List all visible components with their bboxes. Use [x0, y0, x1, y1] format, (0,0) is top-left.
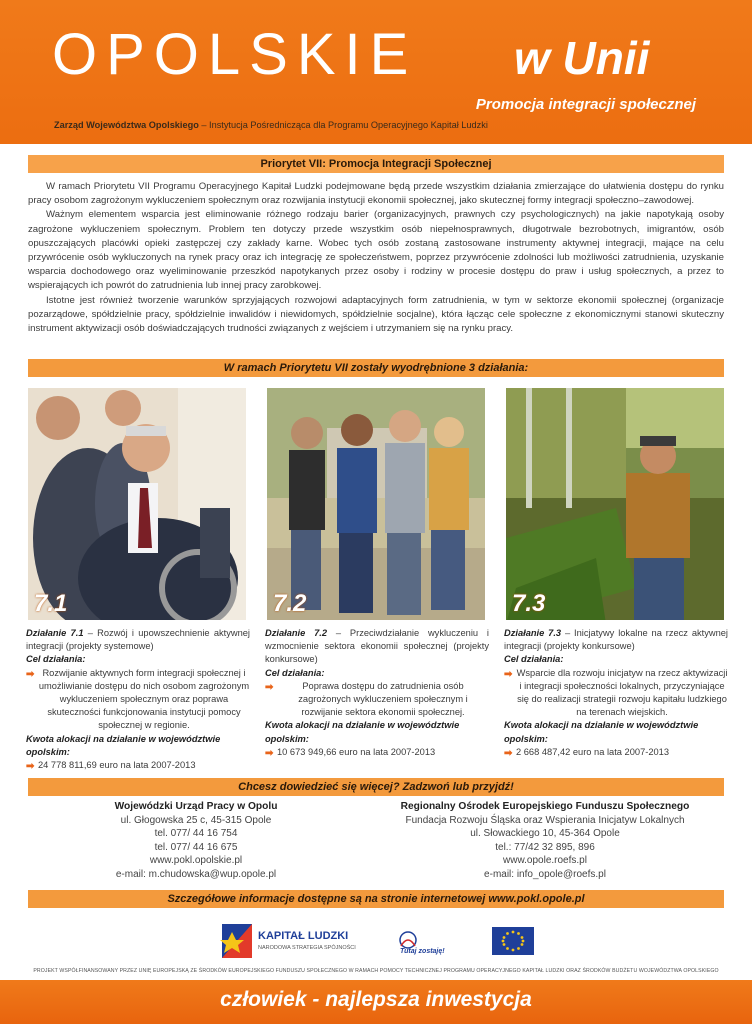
goal-text: Poprawa dostępu do zatrudnienia osób zagrożonych wykluczeniem społecznym i rozwijanie sektora ekonomii społecznej.: [298, 680, 468, 718]
goal-title: Cel działania:: [265, 667, 325, 678]
kapital-ludzki-subtitle: NARODOWA STRATEGIA SPÓJNOŚCI: [258, 945, 356, 951]
allocation-text: 10 673 949,66 euro na lata 2007-2013: [277, 746, 436, 757]
allocation-title: Kwota alokacji na działanie w województwie opolskim:: [504, 720, 699, 744]
kapital-ludzki-title: KAPITAŁ LUDZKI: [258, 930, 349, 942]
contact-organization: Fundacja Rozwoju Śląska oraz Wspierania Inicjatyw Lokalnych: [405, 814, 685, 826]
contact-heading: Chcesz dowiedzieć się więcej? Zadzwoń lub przyjdź!: [238, 781, 514, 793]
header-divider: [0, 144, 752, 148]
action-desc: – Przeciwdziałanie wykluczeniu i wzmocnienie sektora ekonomii społecznej (projekty konkursowe): [265, 628, 489, 665]
title-subtitle: Promocja integracji społecznej: [475, 96, 696, 113]
contact-heading-bar: [28, 778, 724, 796]
action-desc: – Rozwój i upowszechnienie aktywnej integracji (projekty systemowe): [26, 628, 250, 652]
cofinancing-fine-print: PROJEKT WSPÓŁFINANSOWANY PRZEZ UNIĘ EUROPEJSKĄ ZE ŚRODKÓW EUROPEJSKIEGO FUNDUSZU SPOŁECZNEGO W RAMACH POMOCY TECHNICZNEJ PROGRAMU OPERACYJNEGO KAPITAŁ LUDZKI ORAZ ŚRODKÓW BUDŻETU WOJEWÓDZTWA OPOLSKIEGO: [33, 968, 719, 974]
action-desc: – Inicjatywy lokalne na rzecz aktywnej integracji (projekty konkursowe): [504, 628, 729, 652]
arrow-right-icon: ➡: [265, 681, 274, 693]
photo-action-7-2: [265, 386, 487, 622]
allocation-title: Kwota alokacji na działanie w województwie opolskim:: [265, 720, 460, 744]
kapital-ludzki-logo: [220, 924, 252, 958]
tutaj-zostaje-text: Tutaj zostaję!: [400, 948, 445, 955]
action-number-7-1: 7.1: [34, 590, 68, 617]
allocation-item: [265, 746, 489, 759]
goal-title: Cel działania:: [26, 654, 86, 665]
logo-row: [0, 918, 752, 968]
details-text: Szczegółowe informacje dostępne są na stronie internetowej www.pokl.opole.pl: [167, 893, 585, 905]
title-opolskie: OPOLSKIE: [52, 22, 418, 87]
photo-farmer-harvester: [506, 388, 726, 622]
org-role: – Instytucja Pośrednicząca dla Programu Operacyjnego Kapitał Ludzki: [198, 120, 488, 130]
arrow-right-icon: ➡: [504, 668, 513, 680]
contact-title: Wojewódzki Urząd Pracy w Opolu: [114, 801, 278, 812]
arrow-right-icon: ➡: [265, 747, 274, 759]
action-column-7-3: [504, 627, 728, 759]
contact-address: ul. Głogowska 25 c, 45-315 Opole: [120, 814, 272, 826]
contact-title: Regionalny Ośrodek Europejskiego Funduszu Społecznego: [400, 801, 690, 812]
contact-email-link[interactable]: e-mail: m.chudowska@wup.opole.pl: [115, 868, 277, 880]
eu-flag-logo: [492, 927, 534, 955]
action-column-7-2: [265, 627, 489, 759]
priority-heading-bar: [28, 155, 724, 173]
allocation-text: 2 668 487,42 euro na lata 2007-2013: [516, 746, 670, 757]
footer-banner: [0, 980, 752, 1024]
contact-website-link[interactable]: www.opole.roefs.pl: [503, 855, 587, 867]
photo-action-7-1: [26, 386, 248, 622]
contact-block-roefs: [380, 800, 710, 882]
goal-text: Rozwijanie aktywnych form integracji społecznej i umożliwianie dostępu do nich osobom zagrożonym wykluczeniem społecznym oraz poprawa skuteczności funkcjonowania instytucji pomocy społecznej w regionie.: [38, 667, 250, 731]
action-label: Działanie 7.1: [26, 628, 84, 638]
priority-paragraph-1: W ramach Priorytetu VII Programu Operacyjnego Kapitał Ludzki podejmowane będą przede wszystkim działania zmierzające do ułatwienia dostępu do rynku pracy osobom zagrożonym wykluczeniem społecznym oraz rozwijania instytucji ekonomii społecznej, jako skutecznej formy integracji społeczno–zawodowej.: [28, 181, 724, 207]
contact-block-wup: [46, 800, 346, 882]
action-description: [26, 627, 250, 653]
action-number-7-3: 7.3: [512, 590, 546, 617]
contact-phone: tel.: 77/42 32 895, 896: [495, 841, 595, 853]
contact-phone: tel. 077/ 44 16 754: [154, 828, 238, 840]
allocation-title: Kwota alokacji na działanie w województwie opolskim:: [26, 733, 221, 757]
arrow-right-icon: ➡: [26, 668, 35, 680]
allocation-item: [26, 759, 250, 772]
goal-item: [504, 667, 728, 720]
actions-heading: W ramach Priorytetu VII zostały wyodrębnione 3 działania:: [223, 362, 529, 374]
tutaj-zostaje-logo: [400, 932, 416, 948]
photo-action-7-3: [504, 386, 726, 622]
contact-email-link[interactable]: e-mail: info_opole@roefs.pl: [484, 868, 606, 880]
action-description: [265, 627, 489, 667]
goal-item: [265, 680, 489, 720]
action-description: [504, 627, 728, 653]
actions-heading-bar: [28, 359, 724, 377]
arrow-right-icon: ➡: [26, 761, 35, 773]
allocation-item: [504, 746, 728, 759]
action-label: Działanie 7.3: [504, 628, 562, 638]
contact-phone: tel. 077/ 44 16 675: [154, 841, 238, 853]
priority-heading: Priorytet VII: Promocja Integracji Społecznej: [260, 158, 492, 170]
priority-paragraph-2: Ważnym elementem wsparcia jest eliminowanie różnego rodzaju barier (organizacyjnych, prawnych czy psychologicznych) na jakie napotykają osoby zagrożone wykluczeniem społecznym. Problem ten dotyczy przede wszystkim osób niepełnosprawnych, długotrwale bezrobotnych, imigrantów, osób opuszczających placówki opieki zastępczej czy zakłady karne. Wobec tych osób zostaną zastosowane instrumenty aktywnej integracji, mające na celu przywrócenie osób wykluczonych na rynek pracy oraz ich integrację ze społeczeństwem, poprzez przywrócenie zdolności lub możliwości zatrudnienia, uzyskanie wsparcia dochodowego oraz wyeliminowanie przeszkód napotykanych przez osoby i rodziny w procesie dostępu do praw i usług społecznych, a przez to wspierających ich powrót do zatrudnienia lub innej pracy zarobkowej.: [28, 209, 724, 292]
goal-text: Wsparcie dla rozwoju inicjatyw na rzecz aktywizacji i integracji społeczności lokalnych, przyczyniające się do realizacji strategii rozwoju kapitału ludzkiego na terenach wiejskich.: [516, 667, 728, 718]
action-number-7-2: 7.2: [273, 590, 307, 617]
priority-paragraph-3: Istotne jest również tworzenie warunków sprzyjających rozwojowi adaptacyjnych form zatrudnienia, w tym w sektorze ekonomii społecznej (organizacje pozarządowe, spółdzielnie pracy, spółdzielnie inwalidów i niewidomych, spółdzielnie socjalne), która łącząc cele społeczne z ekonomicznymi stanowi skuteczny instrument aktywizacji osób doświadczających trudności związanych z wejściem i utrzymaniem się na rynku pracy.: [28, 294, 724, 335]
contact-website-link[interactable]: www.pokl.opolskie.pl: [149, 855, 243, 867]
goal-item: [26, 667, 250, 733]
allocation-text: 24 778 811,69 euro na lata 2007-2013: [38, 760, 196, 771]
details-bar: [28, 890, 724, 908]
priority-text: [28, 180, 724, 336]
footer-slogan: człowiek - najlepsza inwestycja: [220, 988, 532, 1011]
action-label: Działanie 7.2: [265, 628, 328, 638]
title-w-unii: w Unii: [514, 32, 650, 84]
organization-line: [54, 120, 488, 130]
photo-young-people-walking: [267, 388, 487, 622]
contact-address: ul. Słowackiego 10, 45-364 Opole: [470, 828, 620, 840]
action-column-7-1: [26, 627, 250, 772]
org-name: Zarząd Województwa Opolskiego: [54, 120, 199, 130]
goal-title: Cel działania:: [504, 654, 564, 665]
arrow-right-icon: ➡: [504, 747, 513, 759]
header-banner: [0, 0, 752, 148]
photo-businessmen-wheelchair: [28, 388, 248, 622]
logos-graphic: [0, 918, 752, 968]
